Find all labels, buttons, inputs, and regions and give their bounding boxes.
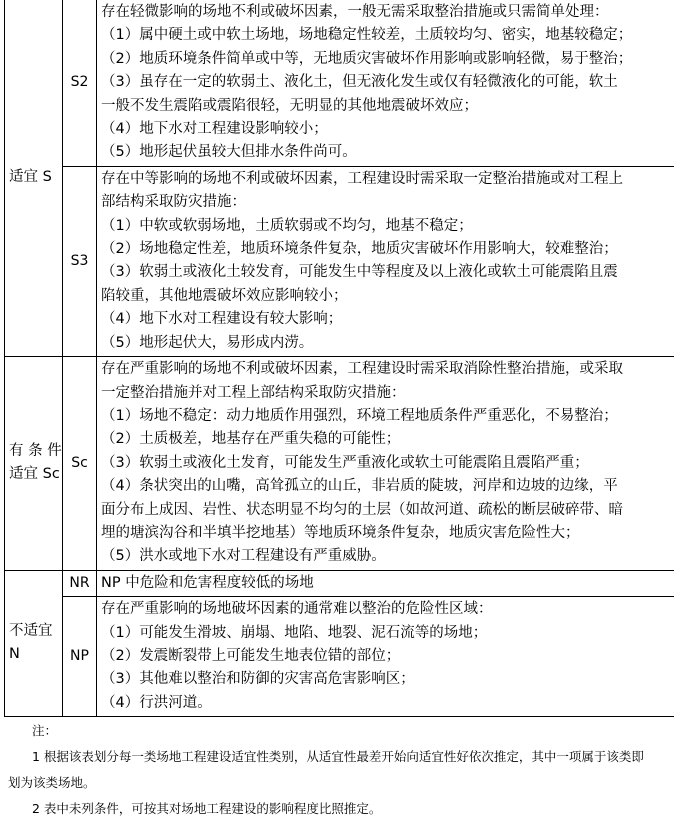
desc-line: 一定整治措施并对工程上部结构采取防灾措施： <box>101 382 671 405</box>
desc-line: （1）可能发生滑坡、崩塌、地陷、地裂、泥石流等的场地； <box>101 622 671 645</box>
category-label: 适宜 S <box>9 169 52 185</box>
code-label: NR <box>69 575 89 591</box>
description-cell <box>97 357 674 571</box>
desc-line: （4）条状突出的山嘴，高耸孤立的山丘，非岩质的陡坡，河岸和边坡的边缘，平 <box>101 475 671 498</box>
code-label: Sc <box>71 455 88 471</box>
table-notes <box>0 718 674 822</box>
desc-line: 存在轻微影响的场地不利或破坏因素，一般无需采取整治措施或只需简单处理： <box>101 1 671 24</box>
desc-line: 存在严重影响的场地破坏因素的通常难以整治的危险性区域： <box>101 598 671 621</box>
desc-line: （4）地下水对工程建设影响较小； <box>101 118 671 141</box>
desc-line: （4）地下水对工程建设有较大影响； <box>101 308 671 331</box>
desc-line: 存在严重影响的场地不利或破坏因素，工程建设时需采取消除性整治措施，或采取 <box>101 358 671 381</box>
note-1: 1 根据该表划分每一类场地工程建设适宜性类别，从适宜性最差开始向适宜性好依次推定，其中一项属于该类即 <box>0 744 674 770</box>
code-cell <box>63 0 97 166</box>
desc-line: （3）虽存在一定的软弱土、液化土，但无液化发生或仅有轻微液化的可能，软土 <box>101 71 671 94</box>
desc-line: （1）属中硬土或中软土场地，场地稳定性较差，土质较均匀、密实，地基较稳定； <box>101 24 671 47</box>
description-cell <box>97 570 674 596</box>
desc-line: 陷较重，其他地震破坏效应影响较小； <box>101 285 671 308</box>
desc-line: 面分布上成因、岩性、状态明显不均匀的土层（如故河道、疏松的断层破碎带、暗 <box>101 499 671 522</box>
table-row <box>5 166 674 356</box>
code-cell <box>63 570 97 596</box>
desc-line: 一般不发生震陷或震陷很轻，无明显的其他地震破坏效应； <box>101 95 671 118</box>
desc-line: NP 中危险和危害程度较低的场地 <box>101 572 671 595</box>
category-cell <box>5 357 63 571</box>
desc-line: 埋的塘滨沟谷和半填半挖地基）等地质环境条件复杂，地质灾害危险性大； <box>101 522 671 545</box>
desc-line: （3）其他难以整治和防御的灾害高危害影响区； <box>101 668 671 691</box>
category-label-line: N <box>9 643 62 666</box>
code-cell <box>63 357 97 571</box>
category-cell <box>5 570 63 716</box>
code-cell <box>63 166 97 356</box>
desc-line: （5）洪水或地下水对工程建设有严重威胁。 <box>101 545 671 568</box>
desc-line: （1）中软或软弱场地，土质软弱或不均匀，地基不稳定； <box>101 215 671 238</box>
desc-line: （3）软弱土或液化土发育，可能发生严重液化或软土可能震陷且震陷严重； <box>101 452 671 475</box>
table-row <box>5 0 674 166</box>
note-2: 2 表中未列条件，可按其对场地工程建设的影响程度比照推定。 <box>0 796 674 822</box>
code-label: S3 <box>71 253 89 269</box>
desc-line: （2）地质环境条件简单或中等，无地质灾害破坏作用影响或影响轻微，易于整治； <box>101 48 671 71</box>
category-cell <box>5 0 63 357</box>
code-cell <box>63 597 97 717</box>
desc-line: （2）发震断裂带上可能发生地表位错的部位； <box>101 645 671 668</box>
category-label-line: 有 条 件 <box>9 440 62 463</box>
desc-line: （2）土质极差，地基存在严重失稳的可能性； <box>101 428 671 451</box>
code-label: NP <box>70 648 89 664</box>
category-label-line: 适宜 Sc <box>9 463 62 486</box>
desc-line: 存在中等影响的场地不利或破坏因素，工程建设时需采取一定整治措施或对工程上 <box>101 168 671 191</box>
table-row <box>5 570 674 596</box>
desc-line: （5）地形起伏大，易形成内涝。 <box>101 332 671 355</box>
desc-line: （5）地形起伏虽较大但排水条件尚可。 <box>101 141 671 164</box>
desc-line: 部结构采取防灾措施： <box>101 191 671 214</box>
suitability-table <box>4 0 674 717</box>
desc-line: （1）场地不稳定：动力地质作用强烈，环境工程地质条件严重恶化，不易整治； <box>101 405 671 428</box>
desc-line: （3）软弱土或液化土较发育，可能发生中等程度及以上液化或软土可能震陷且震 <box>101 261 671 284</box>
notes-label: 注： <box>0 718 674 744</box>
table-row <box>5 597 674 717</box>
description-cell <box>97 0 674 166</box>
table-row <box>5 357 674 571</box>
description-cell <box>97 166 674 356</box>
desc-line: （2）场地稳定性差，地质环境条件复杂，地质灾害破坏作用影响大，较难整治； <box>101 238 671 261</box>
desc-line: （4）行洪河道。 <box>101 692 671 715</box>
note-1-continued: 划为该类场地。 <box>0 770 674 796</box>
description-cell <box>97 597 674 717</box>
code-label: S2 <box>71 74 89 90</box>
category-label-line: 不适宜 <box>9 620 62 643</box>
